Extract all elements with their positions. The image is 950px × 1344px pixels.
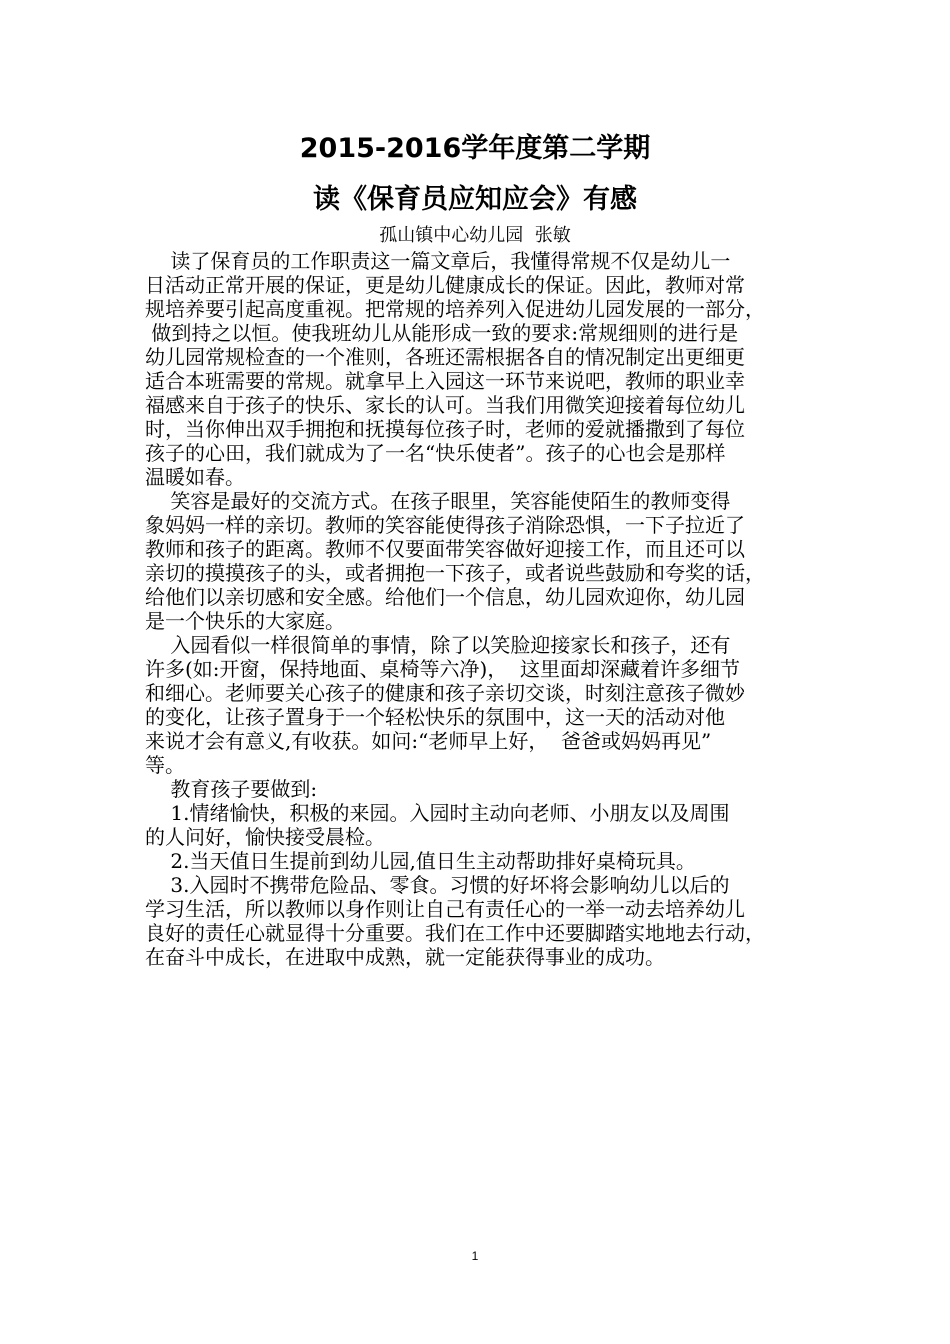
text-line: 3.入园时不携带危险品、零食。习惯的好坏将会影响幼儿以后的 [145,873,730,897]
text-line: 学习生活，所以教师以身作则让自己有责任心的一举一动去培养幼儿 [145,897,745,921]
text-line: 在奋斗中成长，在进取中成熟，就一定能获得事业的成功。 [145,945,665,969]
text-line: 福感来自于孩子的快乐、家长的认可。当我们用微笑迎接着每位幼儿 [145,393,745,417]
text-line: 给他们以亲切感和安全感。给他们一个信息，幼儿园欢迎你，幼儿园 [145,585,745,609]
text-line: 等。 [145,753,185,777]
text-line: 是一个快乐的大家庭。 [145,609,345,633]
text-line: 适合本班需要的常规。就拿早上入园这一环节来说吧，教师的职业幸 [145,369,745,393]
text-line: 日活动正常开展的保证，更是幼儿健康成长的保证。因此，教师对常 [145,273,745,297]
text-line: 孩子的心田，我们就成为了一名“快乐使者”。孩子的心也会是那样 [145,441,726,465]
text-line: 时，当你伸出双手拥抱和抚摸每位孩子时，老师的爱就播撒到了每位 [145,417,745,441]
text-line: 做到持之以恒。使我班幼儿从能形成一致的要求:常规细则的进行是 [145,321,739,345]
title-semester: 2015-2016学年度第二学期 [299,133,651,164]
text-line: 读了保育员的工作职责这一篇文章后，我懂得常规不仅是幼儿一 [145,249,731,273]
text-line: 和细心。老师要关心孩子的健康和孩子亲切交谈，时刻注意孩子微妙 [145,681,745,705]
title-essay: 读《保育员应知应会》有感 [313,184,637,215]
essay-body [145,249,825,969]
text-line: 来说才会有意义,有收获。如问:“老师早上好， 爸爸或妈妈再见” [145,729,712,753]
text-line: 亲切的摸摸孩子的头，或者拥抱一下孩子，或者说些鼓励和夸奖的话， [145,561,765,585]
text-line: 的变化，让孩子置身于一个轻松快乐的氛围中，这一天的活动对他 [145,705,725,729]
text-line: 2.当天值日生提前到幼儿园,值日生主动帮助排好桌椅玩具。 [145,849,696,873]
text-line: 入园看似一样很简单的事情，除了以笑脸迎接家长和孩子，还有 [145,633,731,657]
text-line: 象妈妈一样的亲切。教师的笑容能使得孩子消除恐惧，一下子拉近了 [145,513,745,537]
text-line: 温暖如春。 [145,465,245,489]
text-line: 幼儿园常规检查的一个准则，各班还需根据各自的情况制定出更细更 [145,345,745,369]
text-line: 规培养要引起高度重视。把常规的培养列入促进幼儿园发展的一部分， [145,297,765,321]
text-line: 教育孩子要做到: [145,777,318,801]
page-number: 1 [471,1249,479,1263]
text-line: 许多(如:开窗，保持地面、桌椅等六净)， 这里面却深藏着许多细节 [145,657,741,681]
text-line: 笑容是最好的交流方式。在孩子眼里，笑容能使陌生的教师变得 [145,489,731,513]
text-line: 1.情绪愉快，积极的来园。入园时主动向老师、小朋友以及周围 [145,801,730,825]
text-line: 教师和孩子的距离。教师不仅要面带笑容做好迎接工作，而且还可以 [145,537,745,561]
text-line: 良好的责任心就显得十分重要。我们在工作中还要脚踏实地地去行动， [145,921,765,945]
author-byline: 孤山镇中心幼儿园 张敏 [379,225,571,246]
text-line: 的人问好，愉快接受晨检。 [145,825,385,849]
